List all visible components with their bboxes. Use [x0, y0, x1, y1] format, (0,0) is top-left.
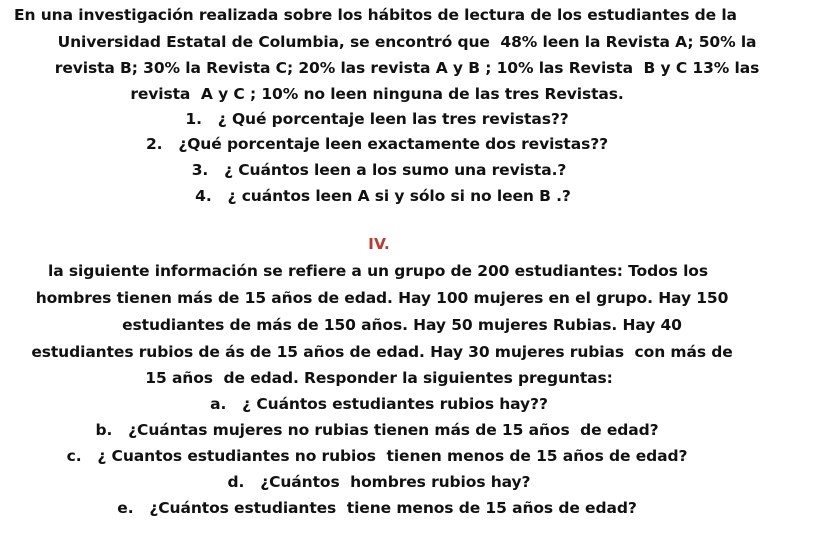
question-2: 2. ¿Qué porcentaje leen exactamente dos revistas??: [145, 135, 609, 153]
section2-line-4: estudiantes rubios de ás de 15 años de edad. Hay 30 mujeres rubias con más de: [31, 343, 733, 361]
intro-line-3: revista B; 30% la Revista C; 20% las revista A y B ; 10% las Revista B y C 13% las: [54, 59, 760, 77]
section-numeral: IV.: [368, 235, 390, 253]
question-4: 4. ¿ cuántos leen A si y sólo si no leen B .?: [195, 187, 571, 205]
question-1: 1. ¿ Qué porcentaje leen las tres revistas??: [185, 110, 569, 128]
intro-line-2: Universidad Estatal de Columbia, se encontró que 48% leen la Revista A; 50% la: [57, 33, 757, 51]
section2-line-5: 15 años de edad. Responder la siguientes preguntas:: [145, 369, 613, 387]
question-3: 3. ¿ Cuántos leen a los sumo una revista.?: [191, 161, 567, 179]
intro-line-4: revista A y C ; 10% no leen ninguna de las tres Revistas.: [130, 85, 624, 103]
question-d: d. ¿Cuántos hombres rubios hay?: [227, 473, 531, 491]
section2-line-3: estudiantes de más de 150 años. Hay 50 mujeres Rubias. Hay 40: [122, 316, 682, 334]
intro-line-1: En una investigación realizada sobre los hábitos de lectura de los estudiantes de la: [14, 6, 737, 24]
question-a: a. ¿ Cuántos estudiantes rubios hay??: [210, 395, 548, 413]
question-e: e. ¿Cuántos estudiantes tiene menos de 15 años de edad?: [117, 499, 637, 517]
question-b: b. ¿Cuántas mujeres no rubias tienen más de 15 años de edad?: [95, 421, 659, 439]
question-c: c. ¿ Cuantos estudiantes no rubios tienen menos de 15 años de edad?: [66, 447, 688, 465]
section2-line-1: la siguiente información se refiere a un grupo de 200 estudiantes: Todos los: [48, 262, 708, 280]
section2-line-2: hombres tienen más de 15 años de edad. Hay 100 mujeres en el grupo. Hay 150: [35, 289, 729, 307]
